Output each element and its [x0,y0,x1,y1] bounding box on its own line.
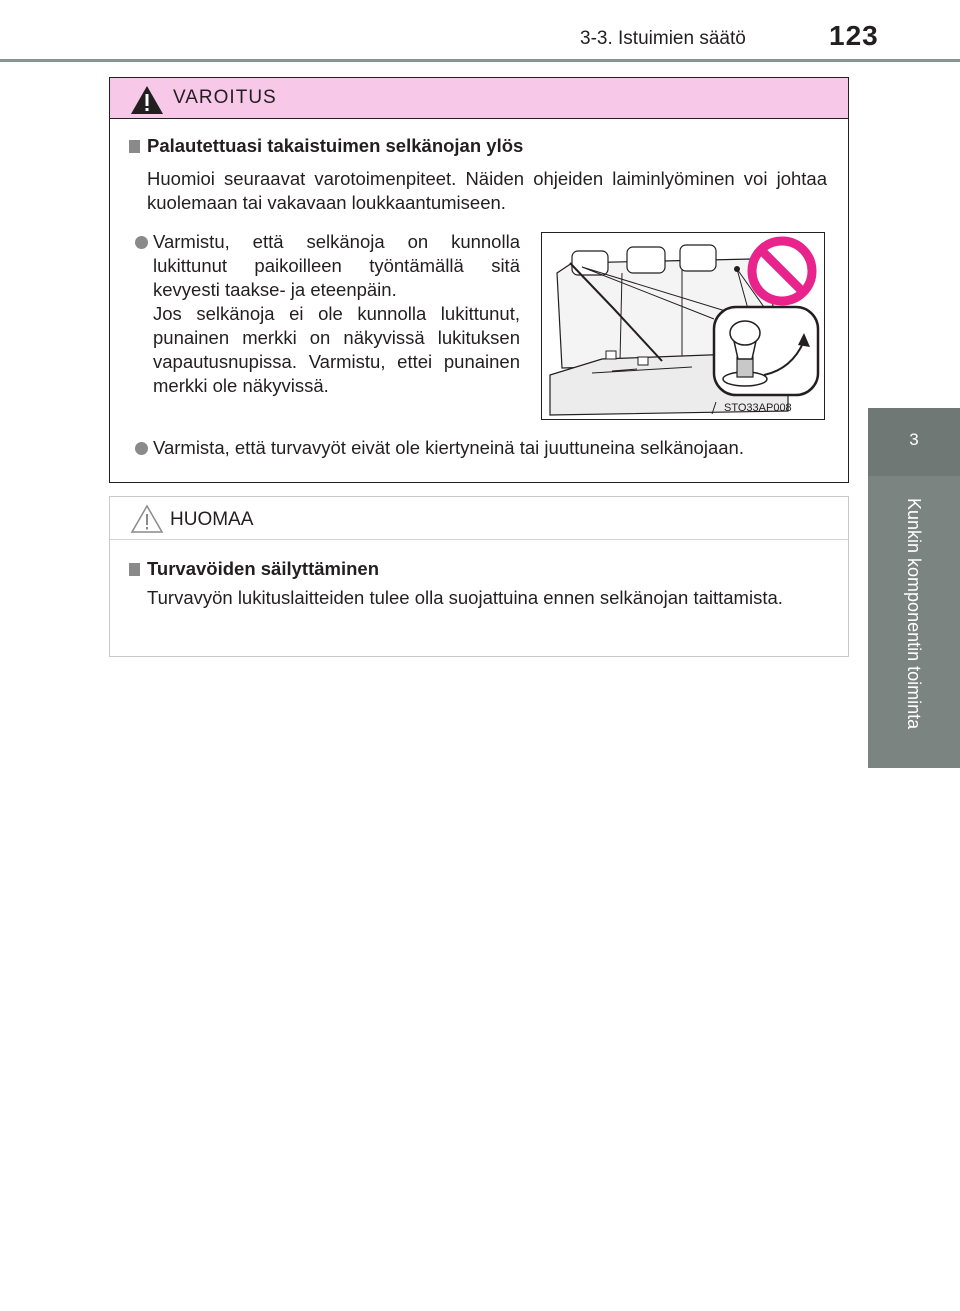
seat-lock-illustration [541,232,825,420]
round-bullet-icon [135,236,148,249]
chapter-number: 3 [909,430,919,449]
notice-body: Turvavyön lukituslaitteiden tulee olla suojattuina ennen selkänojan taittamista. [147,587,783,608]
notice-label: HUOMAA [170,509,254,530]
warning-label: VAROITUS [173,87,277,108]
notice-header [110,497,848,540]
warning-bullet-1-line2: Jos selkänoja ei ole kunnolla lukittunut, punainen merkki on näkyvissä lukituksen vapautusnupissa. Varmistu, ettei punainen merkki ole näkyvissä. [153,303,520,396]
page-number: 123 [829,20,879,51]
square-bullet-icon [129,563,140,576]
illustration-code: STO33AP008 [724,402,792,414]
rear-seat-drawing [542,233,824,419]
chapter-side-tab [868,408,960,768]
chapter-title: Kunkin komponentin toiminta [904,498,924,730]
notice-triangle-icon [130,504,164,534]
warning-triangle-icon [130,85,164,115]
chapter-number-block [868,408,960,476]
notice-box [109,496,849,657]
warning-bullet-1-line1: Varmistu, että selkänoja on kunnolla lukittunut paikoilleen työntämällä sitä kevyesti taakse- ja eteenpäin. [153,231,520,300]
warning-heading [129,135,523,157]
notice-heading [129,558,379,580]
section-title: 3-3. Istuimien säätö [580,28,746,49]
header-divider [0,59,960,62]
warning-heading-text: Palautettuasi takaistuimen selkänojan ylös [147,135,524,156]
square-bullet-icon [129,140,140,153]
round-bullet-icon [135,442,148,455]
warning-bullet-2: Varmista, että turvavyöt eivät ole kiertyneinä tai juuttuneina selkänojaan. [153,437,744,458]
warning-box [109,77,849,483]
warning-bullet-1 [153,230,520,398]
warning-intro: Huomioi seuraavat varotoimenpiteet. Näiden ohjeiden laiminlyöminen voi johtaa kuolemaan tai vakavaan loukkaantumiseen. [147,168,827,213]
notice-heading-text: Turvavöiden säilyttäminen [147,558,379,579]
warning-header [110,78,848,119]
